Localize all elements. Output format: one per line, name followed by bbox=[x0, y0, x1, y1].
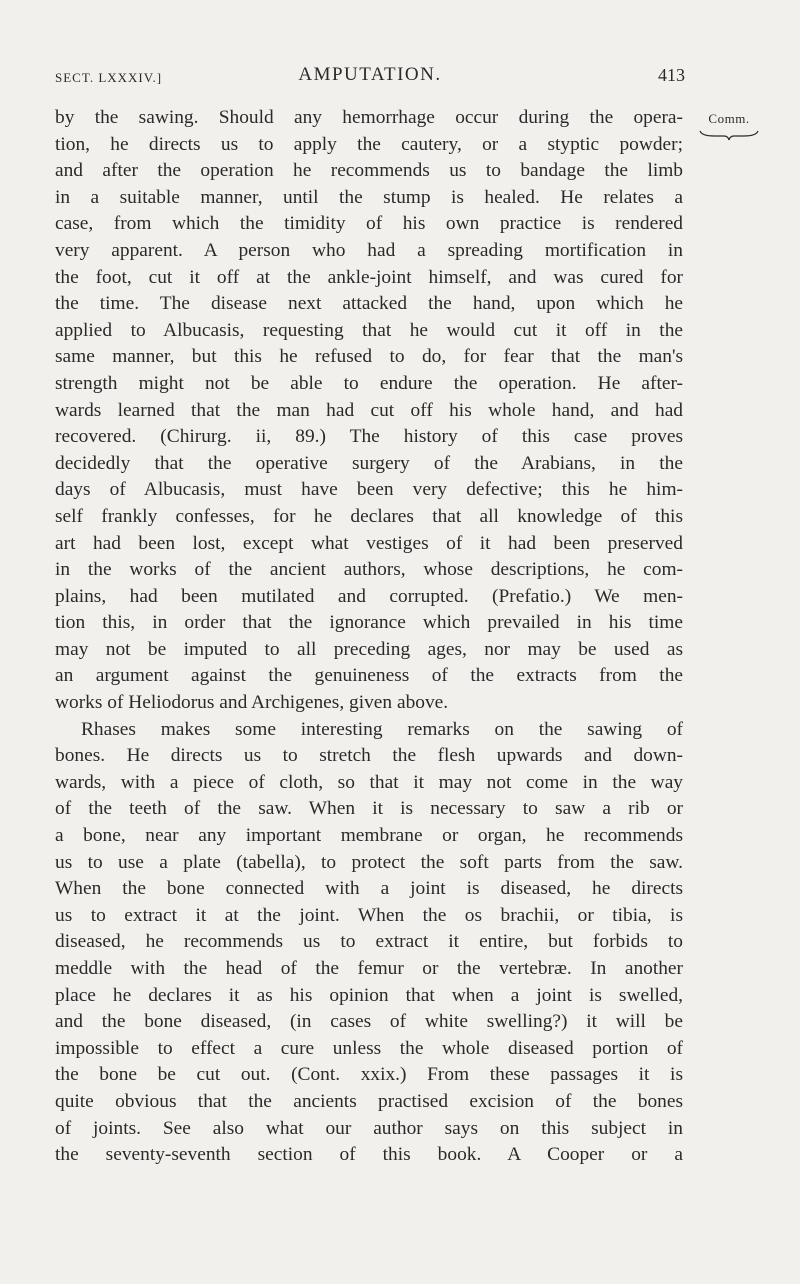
text-line: by the sawing. Should any hemorrhage occur during the opera- bbox=[55, 107, 683, 128]
text-line: the seventy-seventh section of this book. A Cooper or a bbox=[55, 1144, 683, 1166]
text-line: place he declares it as his opinion that when a joint is swelled, bbox=[55, 984, 683, 1006]
text-line: the foot, cut it off at the ankle-joint himself, and was cured for bbox=[55, 266, 683, 288]
text-line: days of Albucasis, must have been very defective; this he him- bbox=[55, 479, 683, 501]
text-line: and the bone diseased, (in cases of white swelling?) it will be bbox=[55, 1011, 683, 1033]
text-line: self frankly confesses, for he declares that all knowledge of this bbox=[55, 505, 683, 527]
body-text bbox=[55, 105, 683, 1169]
text-line: us to extract it at the joint. When the os brachii, or tibia, is bbox=[55, 904, 683, 926]
text-line: the time. The disease next attacked the hand, upon which he bbox=[55, 293, 683, 315]
text-line: the bone be cut out. (Cont. xxix.) From these passages it is bbox=[55, 1064, 683, 1086]
text-line: quite obvious that the ancients practised excision of the bones bbox=[55, 1090, 683, 1112]
margin-note bbox=[692, 111, 766, 141]
text-line: meddle with the head of the femur or the vertebræ. In another bbox=[55, 958, 683, 979]
text-line: in the works of the ancient authors, whose descriptions, he com- bbox=[55, 559, 683, 581]
text-line: very apparent. A person who had a spreading mortification in bbox=[55, 239, 683, 261]
text-line: in a suitable manner, until the stump is healed. He relates a bbox=[55, 186, 683, 208]
page-title: AMPUTATION. bbox=[298, 64, 442, 85]
text-line: diseased, he recommends us to extract it entire, but forbids to bbox=[55, 931, 683, 953]
text-line: a bone, near any important membrane or organ, he recommends bbox=[55, 825, 683, 847]
text-line: applied to Albucasis, requesting that he would cut it off in the bbox=[55, 319, 683, 341]
text-line: When the bone connected with a joint is diseased, he directs bbox=[55, 878, 683, 900]
section-reference: SECT. LXXXIV.] bbox=[55, 70, 163, 85]
text-line: of the teeth of the saw. When it is necessary to saw a rib or bbox=[55, 798, 683, 820]
text-line: strength might not be able to endure the operation. He after- bbox=[55, 372, 683, 394]
text-line: of joints. See also what our author says on this subject in bbox=[55, 1117, 683, 1139]
paragraph-start: Rhases makes some interesting remarks on the sawing of bbox=[81, 718, 683, 740]
text-line: us to use a plate (tabella), to protect the soft parts from the saw. bbox=[55, 851, 683, 873]
running-head bbox=[55, 64, 685, 90]
text-line: wards learned that the man had cut off his whole hand, and had bbox=[55, 399, 683, 421]
text-line: impossible to effect a cure unless the whole diseased portion of bbox=[55, 1037, 683, 1059]
text-line: tion this, in order that the ignorance which prevailed in his time bbox=[55, 612, 683, 634]
text-line: tion, he directs us to apply the cautery, or a styptic powder; bbox=[55, 133, 683, 155]
text-line: wards, with a piece of cloth, so that it may not come in the way bbox=[55, 771, 683, 793]
text-line: plains, had been mutilated and corrupted. (Prefatio.) We men- bbox=[55, 585, 683, 607]
margin-label: Comm. bbox=[708, 111, 750, 126]
text-line: case, from which the timidity of his own practice is rendered bbox=[55, 213, 683, 235]
text-line: recovered. (Chirurg. ii, 89.) The history of this case proves bbox=[55, 426, 683, 448]
text-line: art had been lost, except what vestiges of it had been preserved bbox=[55, 532, 683, 554]
text-line: may not be imputed to all preceding ages, nor may be used as bbox=[55, 638, 683, 660]
text-line: an argument against the genuineness of the extracts from the bbox=[55, 665, 683, 687]
page-number: 413 bbox=[658, 65, 685, 85]
text-line: decidedly that the operative surgery of the Arabians, in the bbox=[55, 452, 683, 474]
brace-icon bbox=[698, 129, 760, 141]
text-line: works of Heliodorus and Archigenes, given above. bbox=[55, 692, 449, 714]
text-line: bones. He directs us to stretch the flesh upwards and down- bbox=[55, 745, 683, 767]
text-line: and after the operation he recommends us to bandage the limb bbox=[55, 160, 683, 182]
text-line: same manner, but this he refused to do, for fear that the man's bbox=[55, 346, 683, 368]
